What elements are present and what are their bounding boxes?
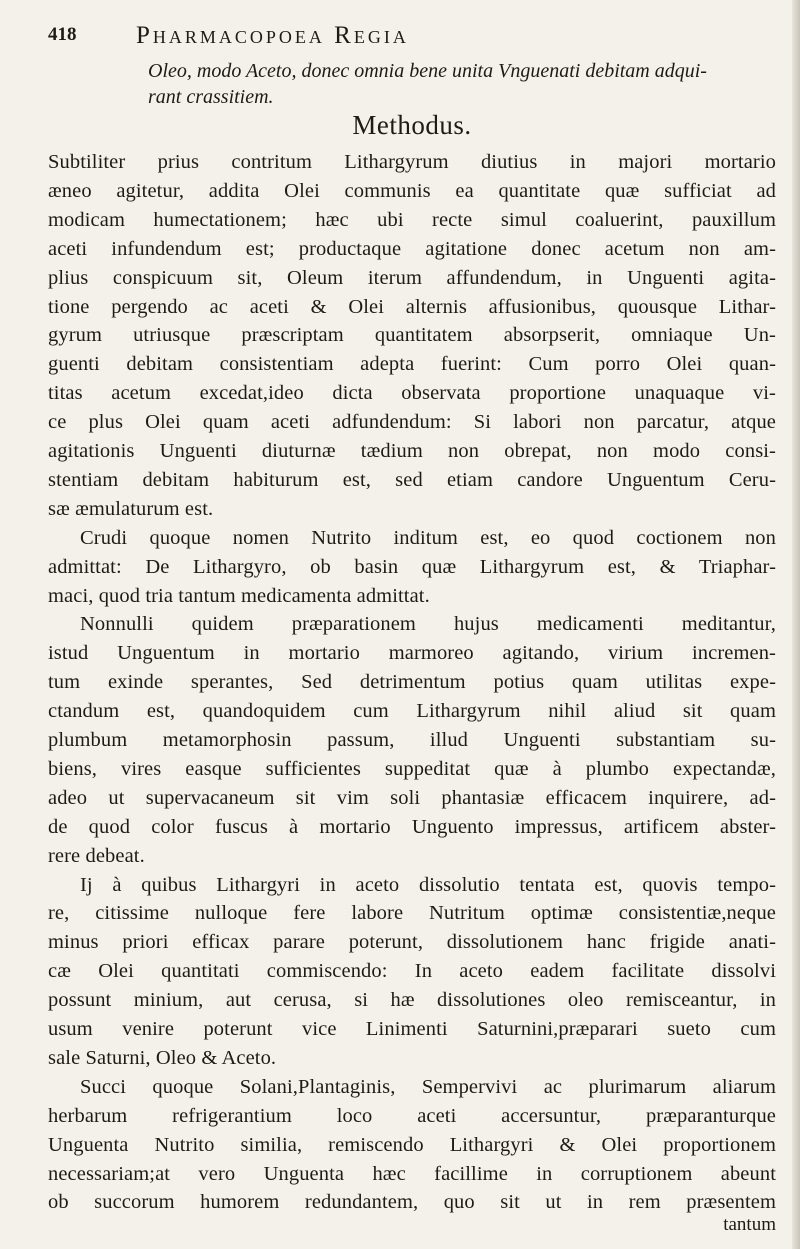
- text-line: de quod color fuscus à mortario Unguento impressus, artificem abster-: [48, 815, 776, 838]
- text-line: gyrum utriusque præscriptam quantitatem absorpserit, omniaque Un-: [48, 324, 776, 347]
- text-line: sæ æmulaturum est.: [48, 497, 214, 520]
- text-line: tum exinde sperantes, Sed detrimentum potius quam utilitas expe-: [48, 671, 776, 694]
- text-line: titas acetum excedat,ideo dicta observata proportione unaquaque vi-: [48, 382, 776, 405]
- page-number: 418: [48, 24, 77, 45]
- text-line: guenti debitam consistentiam adepta fuerint: Cum porro Olei quan-: [48, 353, 776, 376]
- text-line: maci, quod tria tantum medicamenta admittat.: [48, 584, 430, 607]
- text-line: rere debeat.: [48, 844, 145, 867]
- text-line: istud Unguentum in mortario marmoreo agitando, virium incremen-: [48, 642, 776, 665]
- text-line: Ij à quibus Lithargyri in aceto dissolutio tentata est, quovis tempo-: [80, 873, 776, 896]
- text-line: Nonnulli quidem præparationem hujus medicamenti meditantur,: [80, 613, 776, 636]
- text-line: admittat: De Lithargyro, ob basin quæ Lithargyrum est, & Triaphar-: [48, 555, 776, 578]
- page-header: [48, 22, 776, 52]
- intro-paragraph: [148, 58, 776, 110]
- text-line: stentiam debitam habiturum est, sed etiam candore Unguentum Ceru-: [48, 468, 776, 491]
- text-line: adeo ut supervacaneum sit vim soli phantasiæ efficacem inquirere, ad-: [48, 786, 776, 809]
- text-line: agitationis Unguenti diuturnæ tædium non obrepat, non modo consi-: [48, 440, 776, 462]
- text-line: ce plus Olei quam aceti adfundendum: Si labori non parcatur, atque: [48, 411, 776, 434]
- text-line: Unguenta Nutrito similia, remiscendo Lithargyri & Olei proportionem: [48, 1133, 776, 1156]
- text-line: minus priori efficax parare poterunt, dissolutionem hanc frigide anati-: [48, 931, 776, 954]
- text-line: usum venire poterunt vice Linimenti Saturnini,præparari sueto cum: [48, 1018, 776, 1040]
- section-heading: Methodus.: [352, 110, 472, 140]
- text-line: re, citissime nulloque fere labore Nutritum optimæ consistentiæ,neque: [48, 902, 776, 925]
- text-line: plumbum metamorphosin passum, illud Unguenti substantiam su-: [48, 729, 776, 751]
- text-line: Crudi quoque nomen Nutrito inditum est, eo quod coctionem non: [80, 526, 776, 549]
- text-line: plius conspicuum sit, Oleum iterum affundendum, in Unguenti agita-: [48, 266, 776, 289]
- text-line: tione pergendo ac aceti & Olei alternis affusionibus, quousque Lithar-: [48, 295, 776, 318]
- intro-line: Oleo, modo Aceto, donec omnia bene unita Vnguenati debitam adqui-: [148, 60, 707, 82]
- text-line: necessariam;at vero Unguenta hæc facillime in corruptionem abeunt: [48, 1162, 776, 1185]
- text-line: sale Saturni, Oleo & Aceto.: [48, 1046, 277, 1069]
- text-line: ob succorum humorem redundantem, quo sit ut in rem præsentem: [48, 1191, 776, 1214]
- text-line: modicam humectationem; hæc ubi recte simul coaluerint, pauxillum: [48, 208, 776, 231]
- text-line: ctandum est, quandoquidem cum Lithargyrum nihil aliud sit quam: [48, 700, 776, 723]
- text-line: biens, vires easque sufficientes suppeditat quæ à plumbo expectandæ,: [48, 757, 776, 780]
- intro-line: rant crassitiem.: [148, 86, 274, 108]
- text-line: aceti infundendum est; productaque agitatione donec acetum non am-: [48, 237, 776, 260]
- catchword: tantum: [723, 1214, 776, 1235]
- text-line: herbarum refrigerantium loco aceti accersuntur, præparanturque: [48, 1104, 776, 1127]
- text-line: Subtiliter prius contritum Lithargyrum diutius in majori mortario: [48, 151, 776, 173]
- running-head: Pharmacopoea Regia: [136, 22, 409, 49]
- text-line: Succi quoque Solani,Plantaginis, Sempervivi ac plurimarum aliarum: [80, 1075, 776, 1098]
- text-line: possunt minium, aut cerusa, si hæ dissolutiones oleo remisceantur, in: [48, 989, 776, 1012]
- page-edge: [792, 0, 800, 1249]
- text-line: æneo agitetur, addita Olei communis ea quantitate quæ sufficiat ad: [48, 179, 776, 202]
- text-line: cæ Olei quantitati commiscendo: In aceto eadem facilitate dissolvi: [48, 960, 776, 983]
